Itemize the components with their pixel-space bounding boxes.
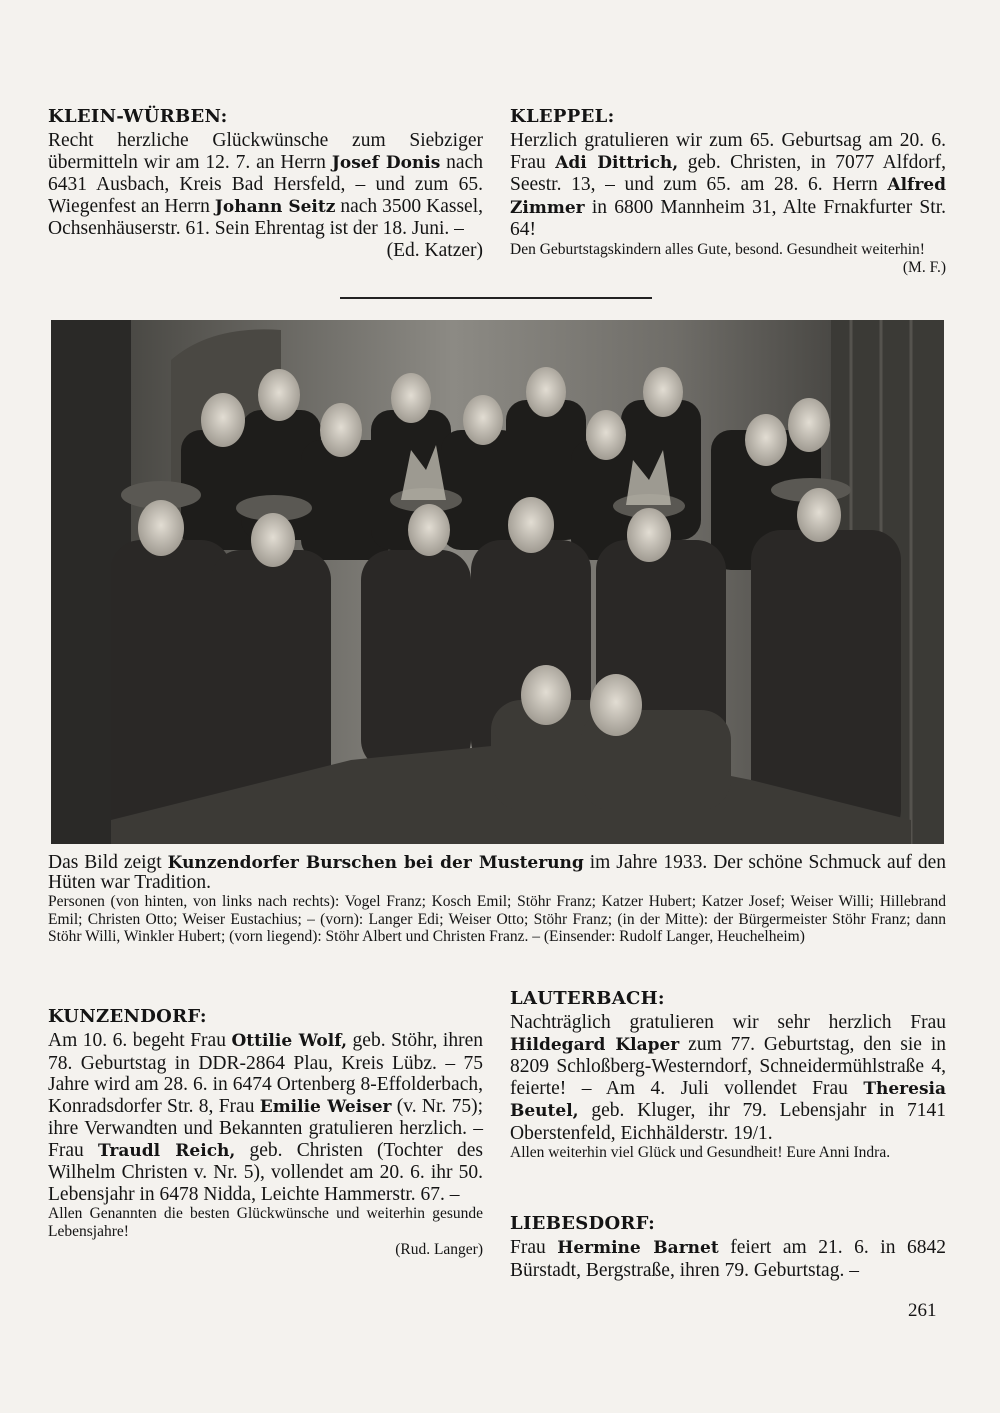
person-name: Alfred Zimmer [510, 175, 946, 218]
person-name: Theresia Beutel, [510, 1078, 946, 1121]
caption-lead: Das Bild zeigt Kunzendorfer Burschen bei der Musterung im Jahre 1933. Der schöne Schmuck auf den Hüten war Tradition. [48, 852, 947, 893]
wish-kleppel: Den Geburtstagskindern alles Gute, besond. Gesundheit weiterhin! [510, 240, 925, 258]
text-kleppel: Herzlich gratulieren wir zum 65. Geburtsag am 20. 6. Frau Adi Dittrich, geb. Christen, in 7077 Alfdorf, Seestr. 13, – und zum 65. am 28. 6. Herrn Alfred Zimmer in 6800 Mannheim 31, Alte Frnakfurter Str. 64! [510, 130, 946, 240]
group-photo-illustration [51, 320, 944, 844]
caption-bold: Kunzendorfer Burschen bei der Musterung [167, 853, 584, 873]
wish-lauterbach: Allen weiterhin viel Glück und Gesundheit! Eure Anni Indra. [510, 1144, 891, 1161]
text-klein-wuerben: Recht herzliche Glückwünsche zum Siebziger übermitteln wir am 12. 7. an Herrn Josef Donis nach 6431 Ausbach, Kreis Bad Hersfeld, – und zum 65. Wiegenfest an Herrn Johann Seitz nach 3500 Kassel, Ochsenhäuserstr. 61. Sein Ehrentag ist der 18. Juni. – [48, 130, 483, 239]
person-name: Hermine Barnet [557, 1238, 719, 1258]
text-liebesdorf: Frau Hermine Barnet feiert am 21. 6. in 6842 Bürstadt, Bergstraße, ihren 79. Geburtstag. – [510, 1237, 946, 1281]
photo-caption [48, 853, 946, 946]
group-photo [51, 320, 944, 844]
section-kunzendorf [48, 1006, 483, 1259]
person-name: Johann Seitz [214, 196, 336, 217]
page-number: 261 [908, 1300, 937, 1321]
section-lauterbach [510, 988, 946, 1162]
section-liebesdorf [510, 1213, 946, 1281]
text-kunzendorf: Am 10. 6. begeht Frau Ottilie Wolf, geb. Stöhr, ihren 78. Geburtstag in DDR-2864 Plau, Kreis Lübz. – 75 Jahre wird am 28. 6. in 6474 Ortenberg 8-Effolderbach, Konradsdorfer Str. 8, Frau Emilie Weiser (v. Nr. 75); ihre Verwandten und Bekannten gratulieren herzlich. – Frau Traudl Reich, geb. Christen (Tochter des Wilhelm Christen v. Nr. 5), vollendet am 20. 6. ihr 50. Lebensjahr in 6478 Nidda, Leichte Hammerstr. 67. – [48, 1030, 483, 1205]
signature-kunzendorf: (Rud. Langer) [395, 1241, 483, 1258]
signature-klein-wuerben: (Ed. Katzer) [386, 239, 483, 261]
caption-names: Personen (von hinten, von links nach rechts): Vogel Franz; Kosch Emil; Stöhr Franz; Katzer Hubert; Katzer Josef; Weiser Willi; Hillebrand Emil; Christen Otto; Weiser Eustachius; – (vorn): Langer Edi; Weiser Otto; Stöhr Franz; (in der Mitte): der Bürgermeister Stöhr Franz; dann Stöhr Willi, Winkler Hubert; (vorn liegend): Stöhr Albert und Christen Franz. – (Einsender: Rudolf Langer, Heuchelheim) [48, 893, 946, 945]
heading-kleppel: KLEPPEL: [510, 106, 615, 127]
person-name: Adi Dittrich, [555, 152, 679, 173]
person-name: Emilie Weiser [259, 1096, 392, 1117]
person-name: Ottilie Wolf, [231, 1031, 348, 1051]
heading-kunzendorf: KUNZENDORF: [48, 1006, 207, 1027]
signature-kleppel: (M. F.) [902, 258, 946, 276]
heading-lauterbach: LAUTERBACH: [510, 988, 665, 1009]
section-klein-wuerben [48, 106, 483, 261]
person-name: Josef Donis [331, 152, 441, 173]
heading-liebesdorf: LIEBESDORF: [510, 1213, 656, 1234]
person-name: Traudl Reich, [97, 1140, 236, 1161]
heading-klein-wuerben: KLEIN-WÜRBEN: [48, 106, 228, 127]
text-lauterbach: Nachträglich gratulieren wir sehr herzlich Frau Hildegard Klaper zum 77. Geburtstag, den sie in 8209 Schloßberg-Westerndorf, Schneidermühlstraße 4, feierte! – Am 4. Juli vollendet Frau Theresia Beutel, geb. Kluger, ihr 79. Lebensjahr in 7141 Oberstenfeld, Eichhälderstr. 19/1. [510, 1012, 946, 1144]
section-kleppel [510, 106, 946, 277]
person-name: Hildegard Klaper [510, 1034, 680, 1055]
section-divider [340, 297, 652, 299]
wish-kunzendorf: Allen Genannten die besten Glückwünsche und weiterhin gesunde Lebensjahre! [48, 1205, 483, 1240]
